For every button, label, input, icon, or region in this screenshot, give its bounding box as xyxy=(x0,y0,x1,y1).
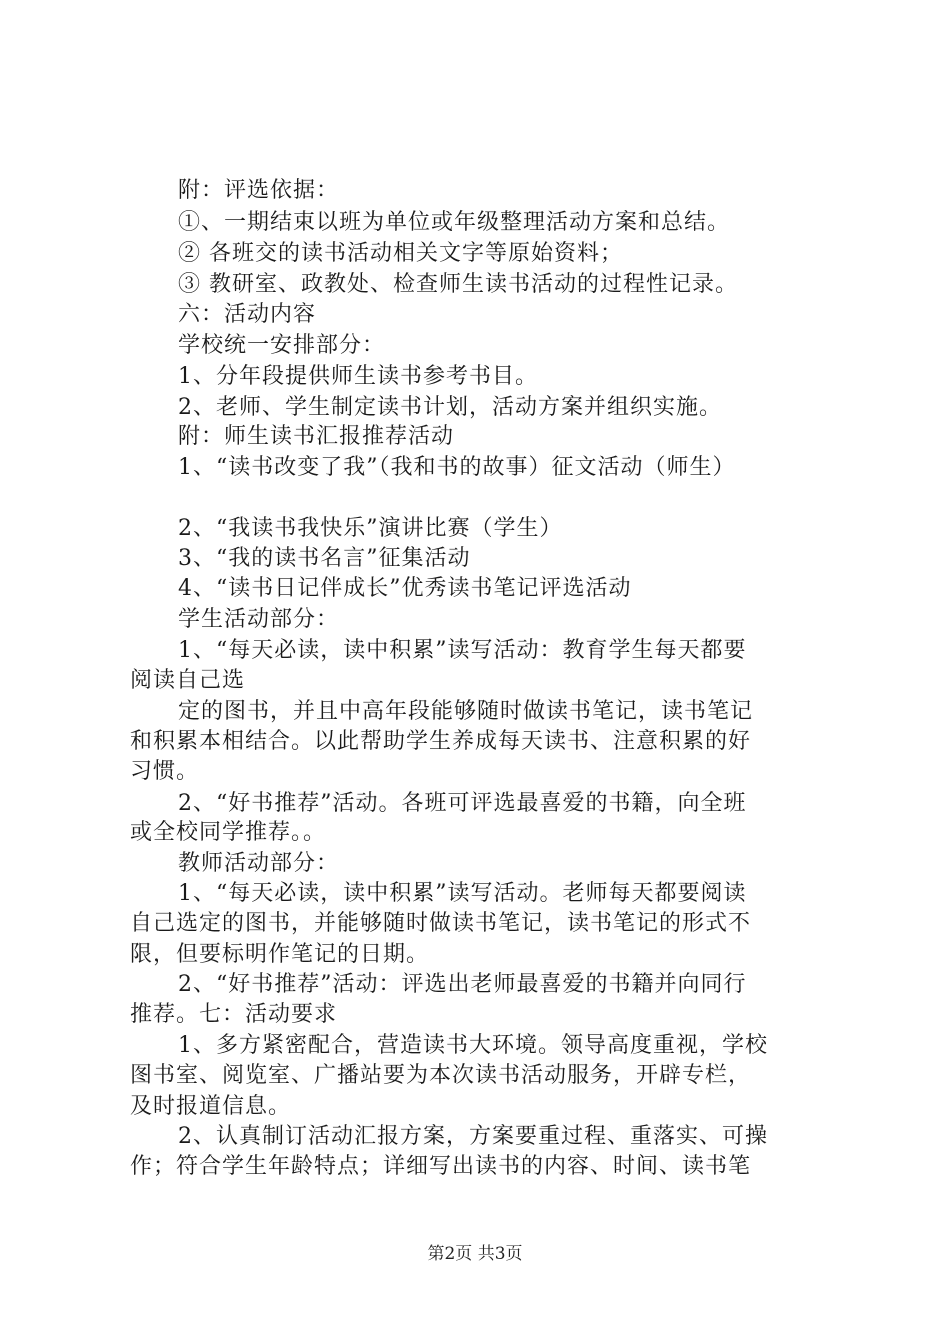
text-line: 作；符合学生年龄特点；详细写出读书的内容、时间、读书笔 xyxy=(130,1154,752,1179)
text-line: 习惯。 xyxy=(130,759,200,784)
text-line: 2、“好书推荐”活动：评选出老师最喜爱的书籍并向同行 xyxy=(178,972,747,997)
text-line: 1、“每天必读，读中积累”读写活动：教育学生每天都要 xyxy=(178,638,747,663)
text-line: 限，但要标明作笔记的日期。 xyxy=(130,942,430,967)
text-line: 和积累本相结合。以此帮助学生养成每天读书、注意积累的好 xyxy=(130,729,752,754)
page-footer xyxy=(0,1243,950,1265)
text-line: 1、多方紧密配合，营造读书大环境。领导高度重视，学校 xyxy=(178,1033,768,1058)
text-line: 自己选定的图书，并能够随时做读书笔记，读书笔记的形式不 xyxy=(130,911,752,936)
text-line: ③ 教研室、政教处、检查师生读书活动的过程性记录。 xyxy=(178,272,738,297)
text-line: 4、“读书日记伴成长”优秀读书笔记评选活动 xyxy=(178,576,632,601)
text-line: 2、“我读书我快乐”演讲比赛（学生） xyxy=(178,516,563,541)
page-indicator: 第2页 共3页 xyxy=(427,1244,523,1264)
text-line: 阅读自己选 xyxy=(130,668,246,693)
text-line: 1、“每天必读，读中积累”读写活动。老师每天都要阅读 xyxy=(178,881,747,906)
text-line: ①、一期结束以班为单位或年级整理活动方案和总结。 xyxy=(178,210,731,235)
text-line: 1、“读书改变了我”（我和书的故事）征文活动（师生） xyxy=(178,455,736,480)
subsection-heading: 教师活动部分： xyxy=(178,851,340,876)
text-line: 附：师生读书汇报推荐活动 xyxy=(178,424,455,449)
subsection-heading: 学生活动部分： xyxy=(178,607,340,632)
text-line: 2、“好书推荐”活动。各班可评选最喜爱的书籍，向全班 xyxy=(178,791,747,816)
section-heading: 六：活动内容 xyxy=(178,302,317,327)
text-line: 推荐。七：活动要求 xyxy=(130,1002,338,1027)
text-line: 附：评选依据： xyxy=(178,178,340,203)
subsection-heading: 学校统一安排部分： xyxy=(178,333,386,358)
text-line: 定的图书，并且中高年段能够随时做读书笔记，读书笔记 xyxy=(178,699,754,724)
text-line: 或全校同学推荐。。 xyxy=(130,820,327,845)
text-line: 及时报道信息。 xyxy=(130,1094,292,1119)
text-line: 2、老师、学生制定读书计划，活动方案并组织实施。 xyxy=(178,395,722,420)
text-line: 3、“我的读书名言”征集活动 xyxy=(178,546,471,571)
text-line: 图书室、阅览室、广播站要为本次读书活动服务，开辟专栏， xyxy=(130,1063,752,1088)
text-line: ② 各班交的读书活动相关文字等原始资料； xyxy=(178,241,623,266)
text-line: 1、分年段提供师生读书参考书目。 xyxy=(178,364,538,389)
text-line: 2、认真制订活动汇报方案，方案要重过程、重落实、可操 xyxy=(178,1124,768,1149)
